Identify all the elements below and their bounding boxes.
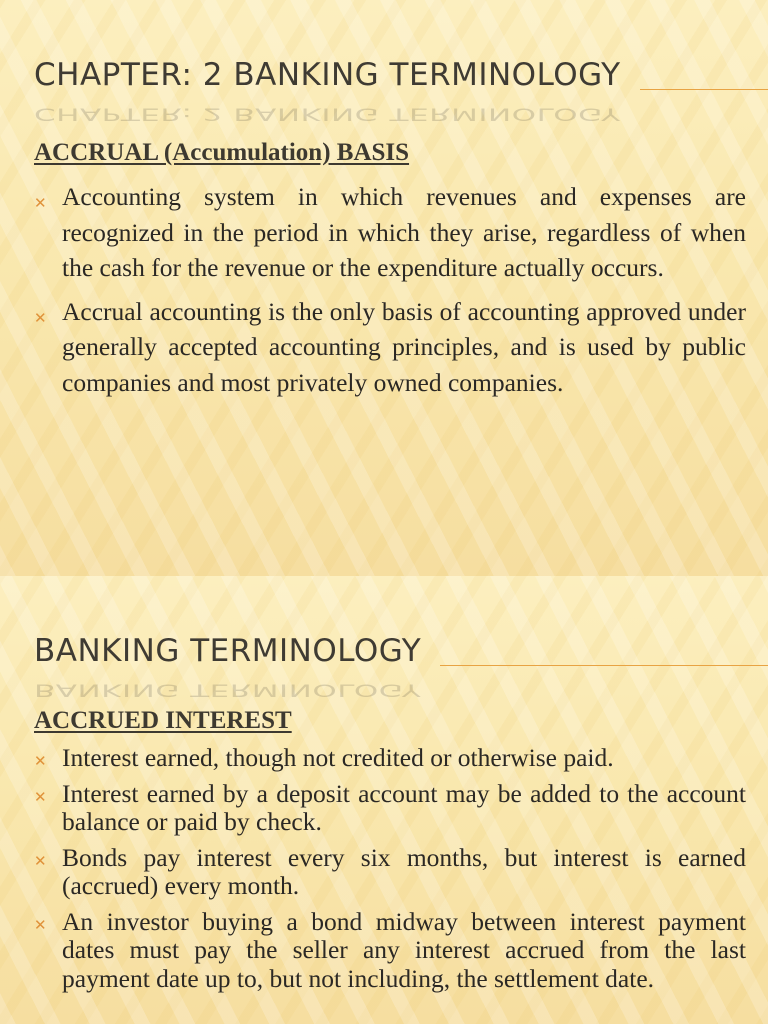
list-item: ✕ Accounting system in which revenues and expenses are recognized in the period in which they arise, regardless of when the cash for the revenue or the expenditure actually occurs. [34,182,746,282]
section-heading: ACCRUED INTEREST [34,707,292,734]
section-heading: ACCRUAL (Accumulation) BASIS [34,139,410,166]
list-item: ✕ Accrual accounting is the only basis of accounting approved under generally accepted accounting principles, and is used by public companies and most privately owned companies. [34,296,746,397]
x-mark-icon: ✕ [34,308,47,327]
x-mark-icon: ✕ [34,787,47,806]
title-divider [440,665,768,666]
bullet-list [34,744,746,1000]
slide-title: CHAPTER: 2 BANKING TERMINOLOGY [34,57,621,93]
x-mark-icon: ✕ [34,915,47,934]
list-item: ✕ Interest earned, though not credited or otherwise paid. [34,744,746,773]
x-mark-icon: ✕ [34,752,47,770]
list-item: ✕ Bonds pay interest every six months, but interest is earned (accrued) every month. [34,842,746,900]
x-mark-icon: ✕ [34,851,47,870]
title-divider [640,89,768,90]
slide-title-reflection: CHAPTER: 2 BANKING TERMINOLOGY [34,103,621,124]
slide-title: BANKING TERMINOLOGY [34,633,422,669]
slide-2 [0,576,768,1024]
slide-title-reflection: BANKING TERMINOLOGY [34,679,422,700]
bullet-list [34,179,746,408]
list-item: ✕ Interest earned by a deposit account may be added to the account balance or paid by check. [34,778,746,836]
x-mark-icon: ✕ [34,194,47,212]
list-item: ✕ An investor buying a bond midway between interest payment dates must pay the seller any interest accrued from the last payment date up to, but not including, the settlement date. [34,906,746,993]
